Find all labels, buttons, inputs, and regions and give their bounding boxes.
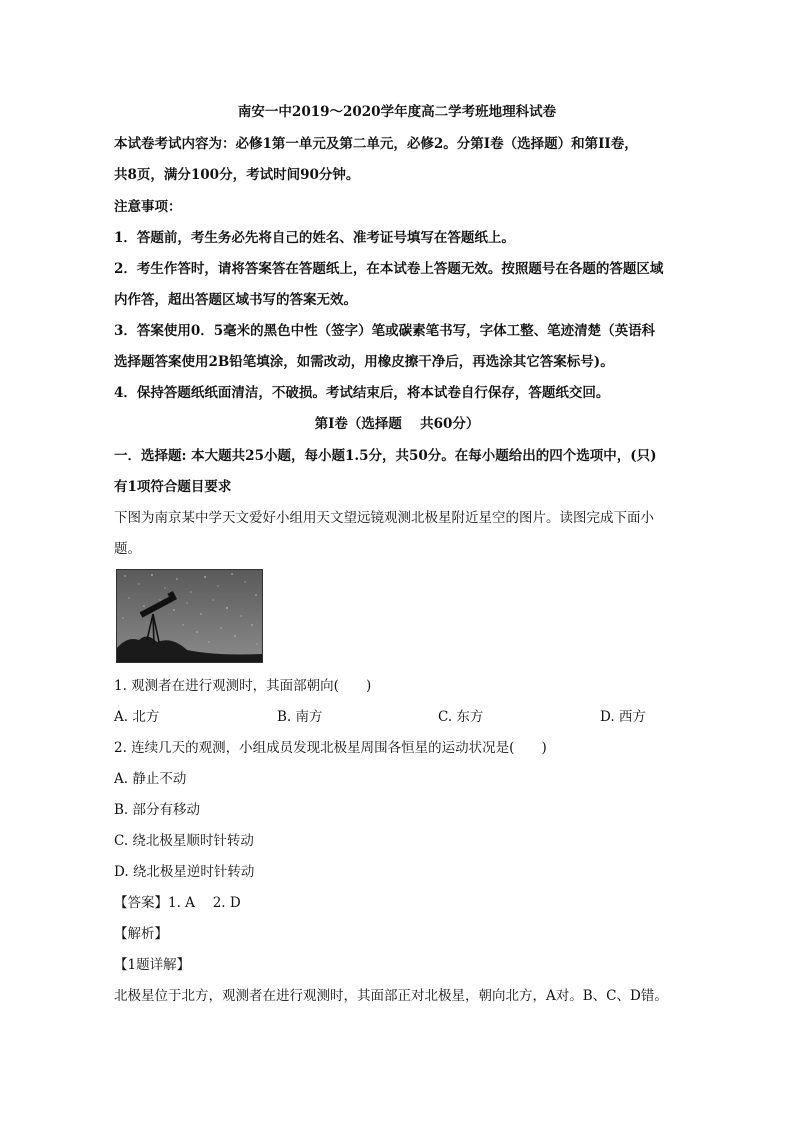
intro-line-2: 共8页，满分100分，考试时间90分钟。 xyxy=(114,167,360,183)
question-stem-2: 题。 xyxy=(114,541,141,557)
analysis-heading: 【解析】 xyxy=(114,926,168,942)
notice-item-3b: 选择题答案使用2B铅笔填涂，如需改动，用橡皮擦干净后，再选涂其它答案标号)。 xyxy=(114,354,614,370)
q1-option-b[interactable]: B. 南方 xyxy=(277,709,323,725)
question-1: 1. 观测者在进行观测时，其面部朝向( ) xyxy=(114,678,372,694)
q1-option-c[interactable]: C. 东方 xyxy=(438,709,484,725)
notice-item-4: 4．保持答题纸纸面清洁，不破损。考试结束后，将本试卷自行保存，答题纸交回。 xyxy=(114,385,610,401)
section-title: 第Ⅰ卷（选择题 共60分） xyxy=(314,416,480,432)
exam-title: 南安一中2019～2020学年度高二学考班地理科试卷 xyxy=(237,104,557,120)
notice-item-1: 1．答题前，考生务必先将自己的姓名、准考证号填写在答题纸上。 xyxy=(114,230,515,246)
notice-item-2b: 内作答，超出答题区域书写的答案无效。 xyxy=(114,292,357,308)
q2-option-a[interactable]: A. 静止不动 xyxy=(114,771,187,787)
q1-option-d[interactable]: D. 西方 xyxy=(600,709,646,725)
intro-line-1: 本试卷考试内容为：必修1第一单元及第二单元，必修2。分第Ⅰ卷（选择题）和第II卷， xyxy=(114,136,638,152)
question-2: 2. 连续几天的观测，小组成员发现北极星周围各恒星的运动状况是( ) xyxy=(114,740,547,756)
notice-item-2a: 2．考生作答时，请将答案答在答题纸上，在本试卷上答题无效。按照题号在各题的答题区域 xyxy=(114,261,664,277)
answer-line: 【答案】1. A 2. D xyxy=(114,895,241,911)
detail-heading-q1: 【1题详解】 xyxy=(114,957,191,973)
part1-instruction-1: 一．选择题: 本大题共25小题，每小题1.5分，共50分。在每小题给出的四个选项中，(只) xyxy=(114,448,657,464)
q1-option-a[interactable]: A. 北方 xyxy=(114,709,160,725)
q2-option-b[interactable]: B. 部分有移动 xyxy=(114,802,201,818)
q2-option-d[interactable]: D. 绕北极星逆时针转动 xyxy=(114,864,255,880)
detail-text-q1: 北极星位于北方，观测者在进行观测时，其面部正对北极星，朝向北方，A对。B、C、D错。 xyxy=(114,988,668,1004)
question-stem-1: 下图为南京某中学天文爱好小组用天文望远镜观测北极星附近星空的图片。读图完成下面小 xyxy=(114,510,654,526)
notice-item-3a: 3．答案使用0．5毫米的黑色中性（签字）笔或碳素笔书写，字体工整、笔迹清楚（英语科 xyxy=(114,323,656,339)
part1-instruction-2: 有1项符合题目要求 xyxy=(114,479,232,495)
q2-option-c[interactable]: C. 绕北极星顺时针转动 xyxy=(114,833,254,849)
notice-heading: 注意事项： xyxy=(114,199,182,215)
telescope-night-sky-image xyxy=(116,569,263,663)
